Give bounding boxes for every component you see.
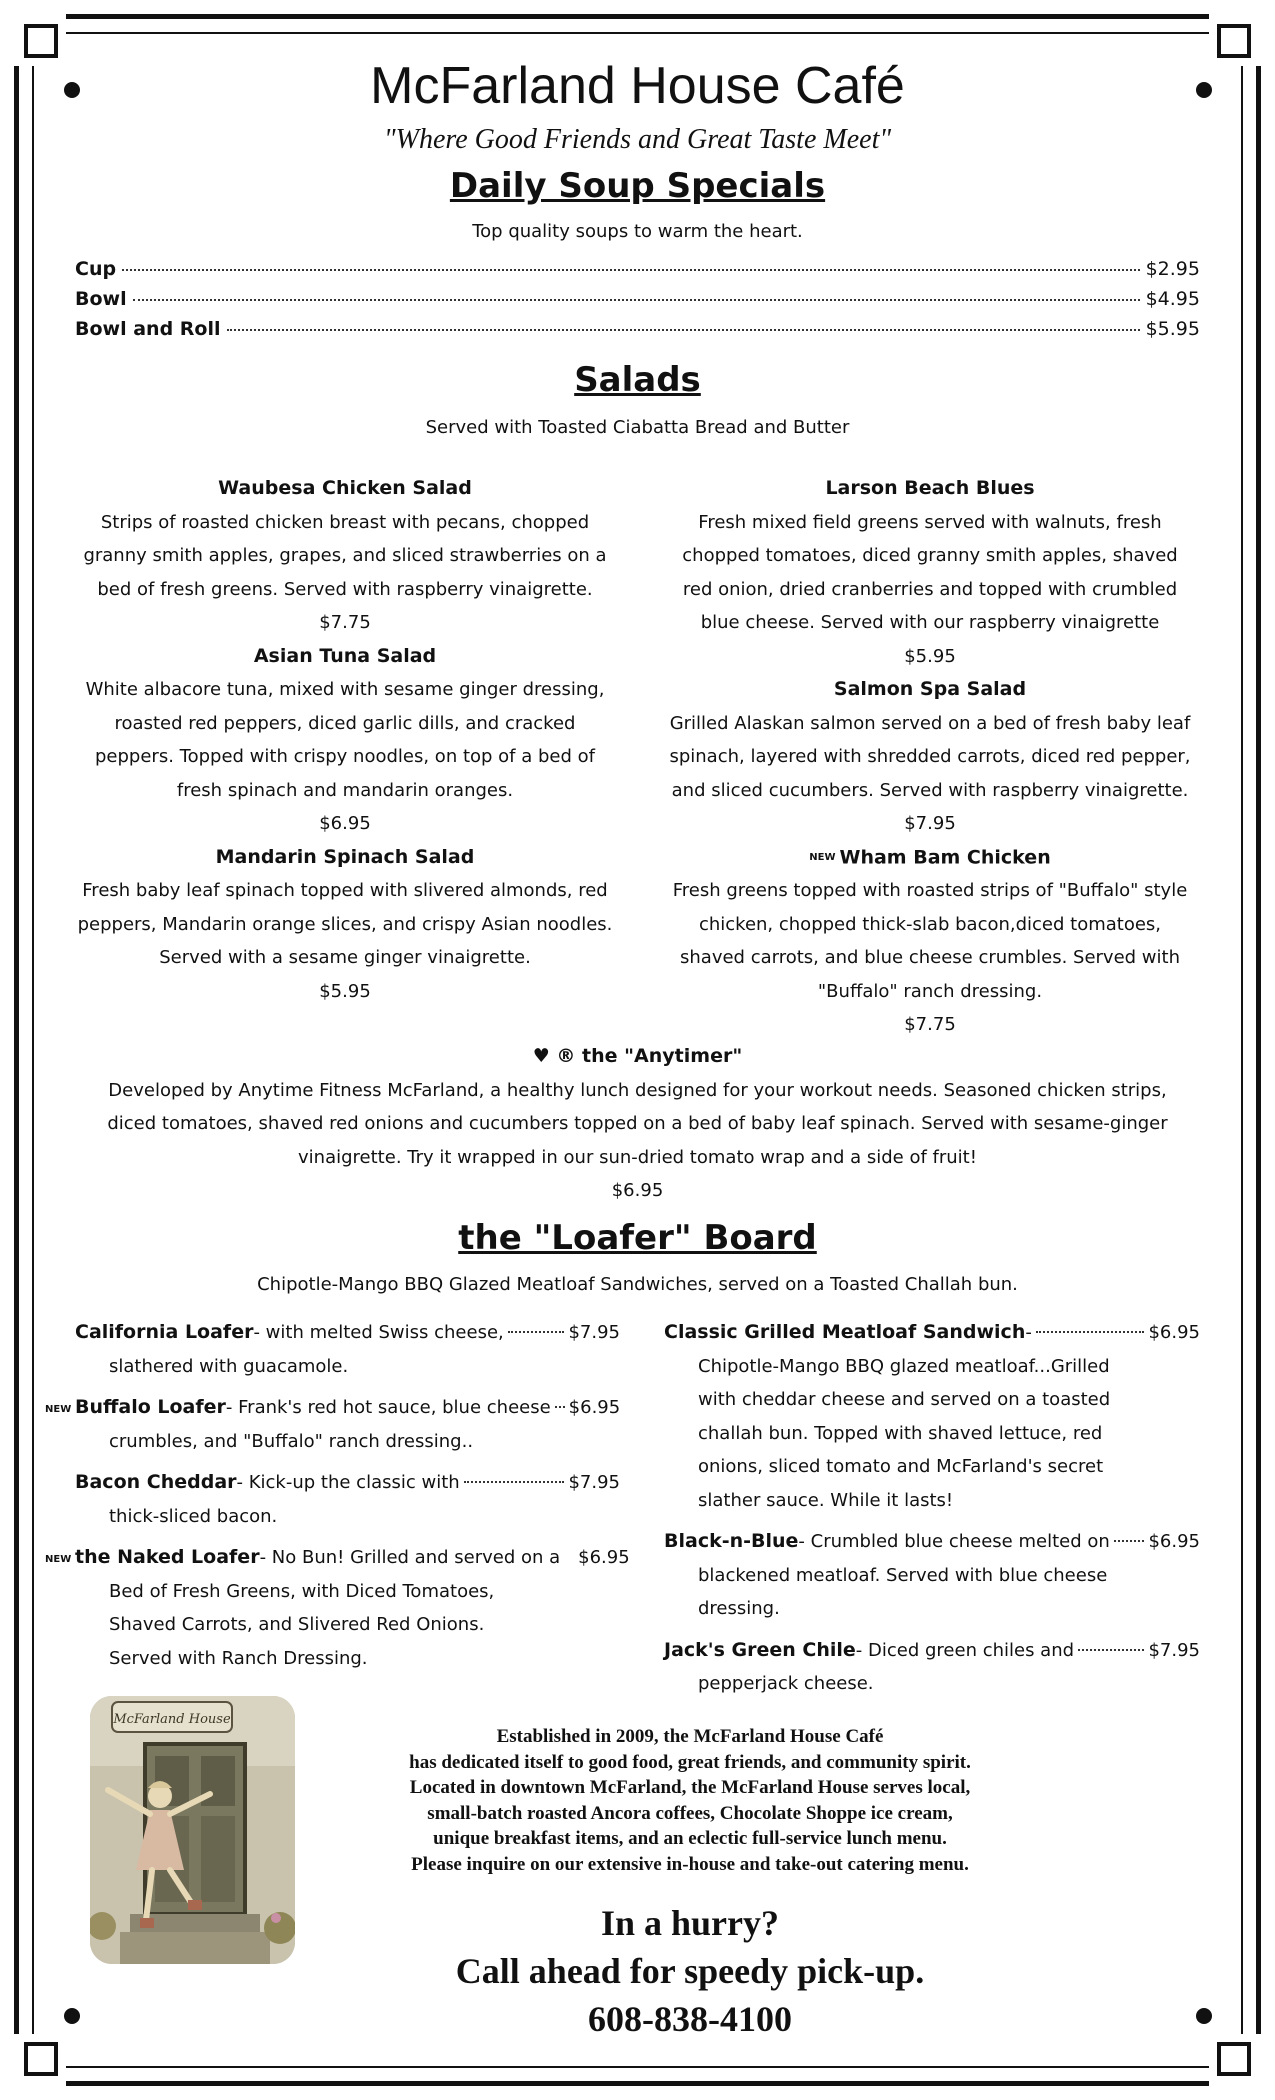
corner-ornament-bottom-right (1209, 2034, 1261, 2086)
loafer-desc: - No Bun! Grilled and served on a (259, 1547, 561, 1568)
loafer-desc-cont: Served with Ranch Dressing. (109, 1647, 368, 1669)
loafer-name: Jack's Green Chile (664, 1638, 856, 1661)
loafer-desc-cont: Chipotle-Mango BBQ glazed meatloaf...Grilled (698, 1355, 1110, 1377)
anytimer-desc-line: Developed by Anytime Fitness McFarland, a healthy lunch designed for your workout needs. Seasoned chicken strips, (108, 1079, 1167, 1101)
about-line: small-batch roasted Ancora coffees, Chocolate Shoppe ice cream, (427, 1802, 953, 1824)
new-badge: NEW (45, 1404, 72, 1415)
loafer-desc: - Frank's red hot sauce, blue cheese (225, 1397, 551, 1418)
loafer-price: $7.95 (568, 1472, 620, 1493)
salad-desc-line: Fresh mixed field greens served with walnuts, fresh (698, 511, 1162, 533)
salad-desc-line: Fresh baby leaf spinach topped with slivered almonds, red (82, 880, 608, 901)
loafer-desc-cont: with cheddar cheese and served on a toasted (698, 1389, 1111, 1410)
loafer-price: $6.95 (578, 1547, 630, 1568)
dot-leader (1036, 1331, 1145, 1333)
salad-desc-line: Strips of roasted chicken breast with pecans, chopped (100, 511, 590, 533)
salad-desc-line: red onion, dried cranberries and topped with crumbled (682, 578, 1178, 600)
salad-price: $5.95 (904, 645, 956, 667)
corner-ornament-bottom-left (14, 2034, 66, 2086)
loafer-desc-cont: Shaved Carrots, and Slivered Red Onions. (109, 1614, 485, 1635)
new-badge: NEW (45, 1554, 72, 1565)
salad-desc-line: fresh spinach and mandarin oranges. (176, 779, 514, 801)
salad-name: Larson Beach Blues (825, 477, 1035, 499)
salad-desc-line: bed of fresh greens. Served with raspberry vinaigrette. (97, 578, 593, 600)
salad-name: Waubesa Chicken Salad (218, 477, 472, 499)
salads-subtitle: Served with Toasted Ciabatta Bread and Butter (425, 417, 850, 438)
storefront-sign: McFarland House (113, 1712, 231, 1727)
loafer-desc-cont: pepperjack cheese. (698, 1673, 874, 1694)
loafer-desc-cont: challah bun. Topped with shaved lettuce, red (698, 1422, 1103, 1444)
new-badge: NEW (809, 851, 836, 863)
loafer-name: Buffalo Loafer (75, 1396, 226, 1418)
loafer-item (664, 1634, 1200, 1701)
loafer-desc: - with melted Swiss cheese, (253, 1322, 504, 1343)
loafer-desc-cont: crumbles, and "Buffalo" ranch dressing.. (109, 1430, 474, 1452)
loafer-price: $7.95 (568, 1322, 620, 1343)
about-line: Located in downtown McFarland, the McFarland House serves local, (409, 1777, 971, 1798)
anytimer-block (60, 1040, 1215, 1208)
loafer-left-column (45, 1316, 630, 1675)
salad-name: Asian Tuna Salad (253, 644, 437, 667)
storefront-photo (90, 1696, 295, 1964)
soup-item-bowl-and-roll (75, 318, 1200, 340)
loafer-desc-cont: dressing. (698, 1598, 780, 1619)
hurry-heading: In a hurry? (600, 1903, 780, 1943)
loafer-item (75, 1316, 620, 1383)
dot-leader (227, 329, 1140, 331)
loafer-desc-cont: Bed of Fresh Greens, with Diced Tomatoes, (109, 1580, 495, 1602)
salad-desc-line: Served with a sesame ginger vinaigrette. (159, 947, 531, 968)
soup-item-cup (75, 258, 1200, 280)
storefront-illustration (90, 1696, 295, 1964)
cafe-title: McFarland House Café (370, 57, 905, 115)
salad-name-wrapper (645, 841, 1215, 875)
soup-item-bowl (75, 288, 1200, 310)
salad-desc-line: granny smith apples, grapes, and sliced strawberries on a (83, 545, 607, 566)
loafer-price: $6.95 (1148, 1322, 1200, 1343)
salad-desc-line: Fresh greens topped with roasted strips of "Buffalo" style (672, 880, 1188, 902)
loafer-price: $6.95 (1148, 1531, 1200, 1552)
loafer-name: the Naked Loafer (75, 1546, 260, 1568)
salad-price: $7.75 (319, 612, 371, 633)
salads-left-column (60, 472, 630, 1008)
salad-desc-line: blue cheese. Served with our raspberry vinaigrette (700, 612, 1160, 633)
dot-leader (122, 269, 1140, 271)
salads-heading: Salads (574, 360, 701, 400)
salad-desc-line: Grilled Alaskan salmon served on a bed of fresh baby leaf (669, 712, 1191, 734)
soup-item-name: Bowl (75, 288, 127, 310)
soup-item-name: Cup (75, 258, 117, 280)
about-line: Please inquire on our extensive in-house and take-out catering menu. (411, 1853, 969, 1875)
loafer-price: $6.95 (568, 1397, 621, 1418)
loafer-name: Black-n-Blue (664, 1530, 799, 1552)
dot-leader (464, 1481, 565, 1483)
corner-dot-bottom-left (64, 2008, 80, 2024)
soup-item-price: $4.95 (1145, 288, 1200, 310)
about-paragraph (330, 1724, 1050, 1877)
loafer-desc: - Crumbled blue cheese melted on (798, 1531, 1110, 1552)
phone-number[interactable]: 608-838-4100 (588, 1999, 792, 2039)
salad-desc-line: roasted red peppers, diced garlic dills, and cracked (114, 712, 576, 734)
soup-subtitle: Top quality soups to warm the heart. (472, 221, 803, 242)
heart-registered-icon: ♥ ® (532, 1045, 576, 1067)
loafer-desc-cont: onions, sliced tomato and McFarland's secret (698, 1456, 1104, 1477)
loafer-right-column (664, 1316, 1200, 1701)
soup-item-name: Bowl and Roll (75, 318, 221, 340)
loafer-desc-cont: slathered with guacamole. (109, 1355, 349, 1377)
anytimer-desc-line: vinaigrette. Try it wrapped in our sun-dried tomato wrap and a side of fruit! (298, 1146, 977, 1168)
loafer-name: Classic Grilled Meatloaf Sandwich (664, 1321, 1026, 1343)
cafe-tagline: "Where Good Friends and Great Taste Meet" (383, 124, 892, 155)
dot-leader (508, 1331, 565, 1333)
loafer-name: Bacon Cheddar (75, 1471, 237, 1493)
anytimer-desc-line: diced tomatoes, shaved red onions and cucumbers topped on a bed of baby leaf spinach. Served with sesame-ginger (107, 1113, 1168, 1134)
salad-desc-line: peppers, Mandarin orange slices, and crispy Asian noodles. (77, 913, 613, 935)
salad-desc-line: shaved carrots, and blue cheese crumbles. Served with (680, 947, 1180, 969)
call-ahead-text: Call ahead for speedy pick-up. (455, 1951, 925, 1991)
corner-dot-bottom-right (1196, 2008, 1212, 2024)
loafer-name: California Loafer (75, 1321, 254, 1343)
about-line: has dedicated itself to good food, great friends, and community spirit. (409, 1751, 971, 1773)
loafer-desc: - (1025, 1322, 1032, 1343)
loafer-desc-cont: slather sauce. While it lasts! (698, 1489, 954, 1511)
salad-price: $6.95 (319, 813, 371, 834)
loafer-item (45, 1391, 621, 1458)
anytimer-price: $6.95 (611, 1180, 664, 1201)
anytimer-name-wrapper (60, 1040, 1215, 1074)
about-line: unique breakfast items, and an eclectic full-service lunch menu. (433, 1828, 947, 1849)
salad-desc-line: "Buffalo" ranch dressing. (817, 980, 1043, 1002)
loafer-item (45, 1541, 630, 1675)
salad-price: $5.95 (319, 980, 371, 1002)
salad-desc-line: spinach, layered with shredded carrots, diced red pepper, (669, 746, 1191, 767)
loafer-item (75, 1466, 620, 1533)
loafer-price: $7.95 (1148, 1639, 1200, 1661)
salad-name: Salmon Spa Salad (833, 678, 1027, 700)
soup-item-price: $2.95 (1145, 258, 1200, 280)
salad-name: Wham Bam Chicken (839, 845, 1051, 868)
dot-leader (1078, 1649, 1144, 1651)
dot-leader (1114, 1540, 1145, 1542)
dot-leader (555, 1406, 565, 1408)
loafer-desc-cont: blackened meatloaf. Served with blue cheese (698, 1564, 1108, 1586)
salad-desc-line: and sliced cucumbers. Served with raspberry vinaigrette. (671, 779, 1189, 801)
loafer-desc-cont: thick-sliced bacon. (109, 1505, 278, 1527)
loafer-subtitle: Chipotle-Mango BBQ Glazed Meatloaf Sandwiches, served on a Toasted Challah bun. (257, 1274, 1018, 1295)
salad-price: $7.75 (904, 1014, 956, 1036)
soup-heading: Daily Soup Specials (449, 166, 826, 206)
loafer-item (664, 1316, 1200, 1517)
soup-item-price: $5.95 (1145, 318, 1200, 340)
salad-price: $7.95 (904, 813, 956, 834)
salad-name: Mandarin Spinach Salad (215, 845, 475, 868)
about-line: Established in 2009, the McFarland House Café (496, 1726, 884, 1747)
salad-desc-line: chopped tomatoes, diced granny smith apples, shaved (682, 545, 1178, 566)
loafer-desc: - Diced green chiles and (855, 1639, 1075, 1661)
dot-leader (133, 299, 1140, 301)
loafer-item (664, 1525, 1200, 1626)
salad-desc-line: peppers. Topped with crispy noodles, on top of a bed of (95, 746, 595, 767)
salad-desc-line: chicken, chopped thick-slab bacon,diced tomatoes, (698, 913, 1162, 935)
anytimer-name: the "Anytimer" (582, 1045, 743, 1067)
loafer-heading: the "Loafer" Board (458, 1218, 817, 1258)
salads-right-column (645, 472, 1215, 1042)
loafer-desc: - Kick-up the classic with (236, 1472, 460, 1493)
salad-desc-line: White albacore tuna, mixed with sesame ginger dressing, (85, 679, 605, 700)
